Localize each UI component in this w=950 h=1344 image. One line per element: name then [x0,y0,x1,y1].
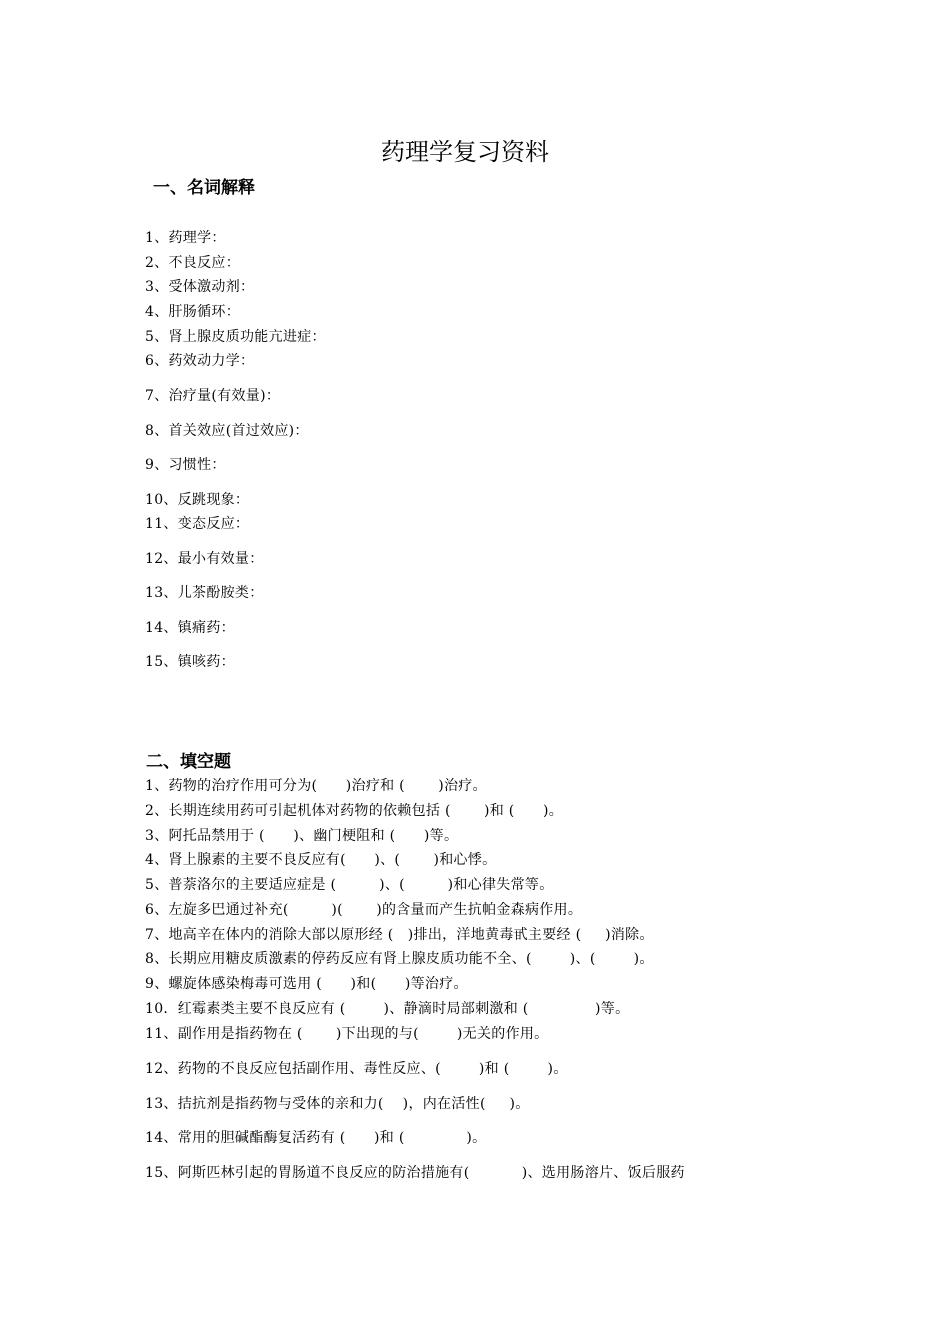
fill-blank-item: 9、螺旋体感染梅毒可选用 ( )和( )等治疗。 [145,976,468,992]
fill-blank-item: 13、拮抗剂是指药物与受体的亲和力( )，内在活性( )。 [145,1096,530,1112]
fill-blank-item: 8、长期应用糖皮质激素的停药反应有肾上腺皮质功能不全、( )、( )。 [145,951,654,967]
definition-item: 3、受体激动剂： [145,279,255,295]
fill-blank-item: 7、地高辛在体内的消除大部以原形经 ( )排出，洋地黄毒甙主要经 ( )消除。 [145,927,654,943]
fill-blank-item: 4、肾上腺素的主要不良反应有( )、( )和心悸。 [145,852,497,868]
definition-item: 9、习惯性： [145,457,226,473]
definition-item: 14、镇痛药： [145,620,235,636]
definition-item: 7、治疗量(有效量)： [145,388,281,404]
fill-blank-item: 15、阿斯匹林引起的胃肠道不良反应的防治措施有( )、选用肠溶片、饭后服药 [145,1165,685,1181]
fill-blank-item: 1、药物的治疗作用可分为( )治疗和 ( )治疗。 [145,778,487,794]
definition-item: 2、不良反应： [145,255,241,271]
definition-item: 13、儿茶酚胺类： [145,585,264,601]
definition-item: 11、变态反应： [145,516,250,532]
definition-item: 1、药理学： [145,230,226,246]
definition-item: 15、镇咳药： [145,654,235,670]
fill-blank-item: 14、常用的胆碱酯酶复活药有 ( )和 ( )。 [145,1130,487,1146]
fill-blank-item: 6、左旋多巴通过补充( )( )的含量而产生抗帕金森病作用。 [145,902,583,918]
definition-item: 4、肝肠循环： [145,304,241,320]
fill-blank-item: 11、副作用是指药物在 ( )下出现的与( )无关的作用。 [145,1026,549,1042]
page-title: 药理学复习资料 [381,138,549,166]
section-heading-fill-in-blanks: 二、填空题 [146,752,231,772]
definition-item: 5、肾上腺皮质功能亢进症： [145,329,326,345]
definition-item: 12、最小有效量： [145,551,264,567]
fill-blank-item: 2、长期连续用药可引起机体对药物的依赖包括 ( )和 ( )。 [145,803,564,819]
section-heading-definitions: 一、名词解释 [153,178,255,198]
definition-item: 6、药效动力学： [145,353,255,369]
fill-blank-item: 3、阿托品禁用于 ( )、幽门梗阻和 ( )等。 [145,828,459,844]
fill-blank-item: 5、普萘洛尔的主要适应症是 ( )、( )和心律失常等。 [145,877,554,893]
definition-item: 8、首关效应(首过效应)： [145,423,309,439]
definition-item: 10、反跳现象： [145,492,250,508]
fill-blank-item: 10．红霉素类主要不良反应有 ( )、静滴时局部刺激和 ( )等。 [145,1001,630,1017]
fill-blank-item: 12、药物的不良反应包括副作用、毒性反应、( )和 ( )。 [145,1061,568,1077]
